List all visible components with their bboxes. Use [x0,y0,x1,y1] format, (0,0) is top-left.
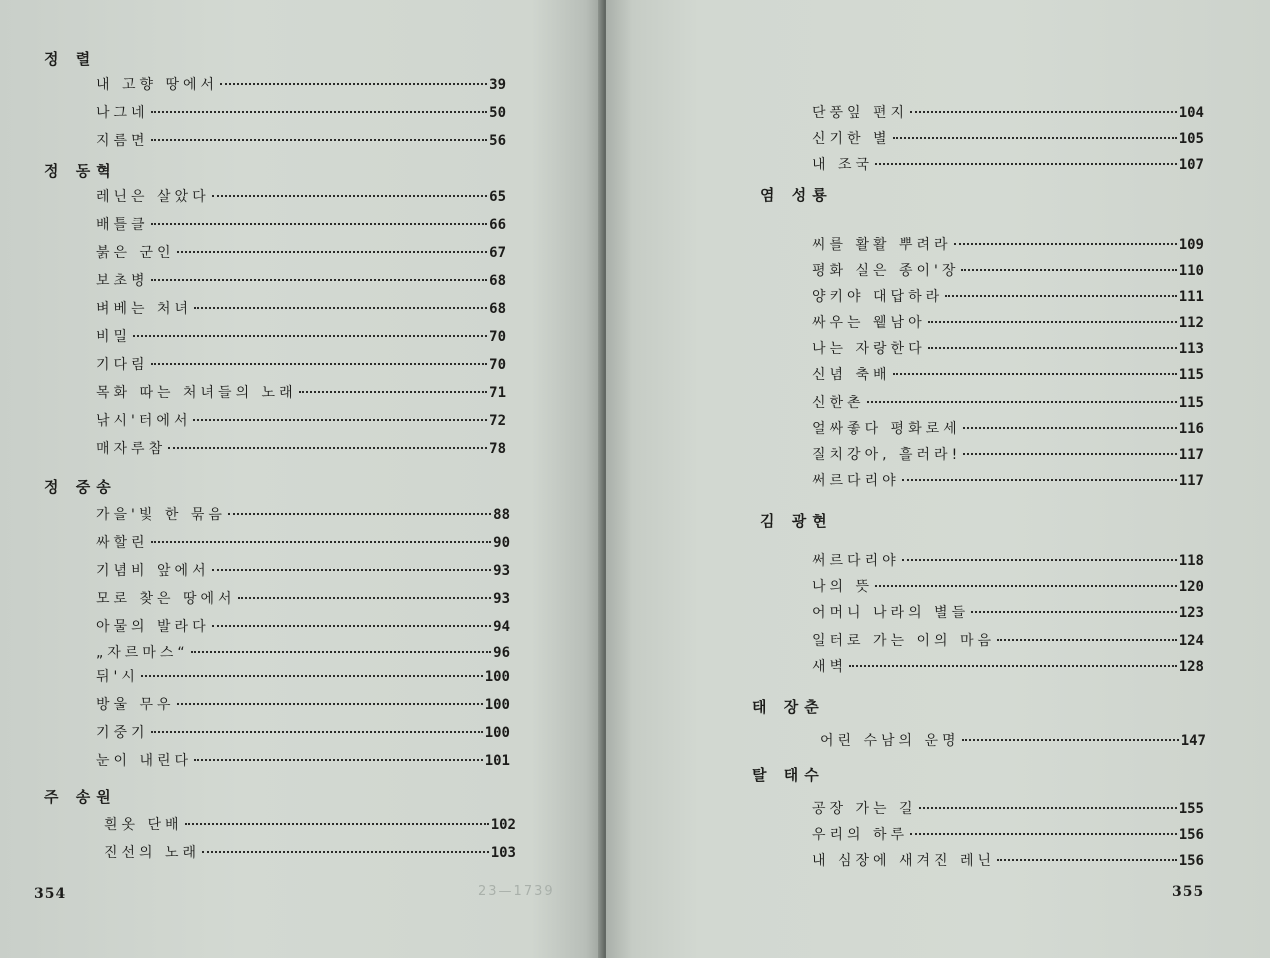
entry-title: 낚시'터에서 [96,413,192,429]
dot-leader [151,223,488,225]
toc-entry [96,532,510,552]
dot-leader [238,597,492,599]
entry-page: 111 [1178,289,1204,305]
entry-page: 90 [493,535,510,551]
entry-page: 70 [489,357,506,373]
dot-leader [893,373,1177,375]
entry-title: 내 조국 [812,157,874,173]
entry-title: 목화 따는 처녀들의 노래 [96,385,297,401]
entry-page: 109 [1178,237,1204,253]
toc-entry [96,642,510,662]
entry-page: 93 [493,591,510,607]
entry-title: 나의 뜻 [812,579,874,595]
dot-leader [875,585,1177,587]
dot-leader [867,401,1177,403]
toc-entry [812,550,1204,570]
entry-page: 117 [1178,473,1204,489]
entry-title: 써르다리야 [812,553,900,569]
entry-title: 새벽 [812,659,848,675]
toc-entry [96,326,506,346]
dot-leader [151,363,488,365]
entry-page: 120 [1178,579,1204,595]
right-page [606,0,1270,958]
entry-page: 113 [1178,341,1204,357]
entry-title: 우리의 하루 [812,827,909,843]
entry-title: 매자루참 [96,441,167,457]
entry-title: 붉은 군인 [96,245,175,261]
entry-title: 싸우는 윁남아 [812,315,926,331]
entry-page: 147 [1180,733,1206,749]
entry-title: 진선의 노래 [104,845,201,861]
dot-leader [202,851,489,853]
dot-leader [919,807,1177,809]
dot-leader [961,269,1176,271]
toc-entry [96,354,506,374]
toc-entry [96,242,506,262]
toc-entry [96,186,506,206]
author-heading: 염 성룡 [760,186,833,204]
entry-title: 뒤'시 [96,669,139,685]
toc-entry [812,418,1204,438]
toc-entry [96,750,510,770]
entry-title: 평화 실은 종이'장 [812,263,960,279]
entry-page: 93 [493,563,510,579]
dot-leader [194,759,483,761]
dot-leader [151,731,483,733]
toc-entry [812,286,1204,306]
entry-title: 레닌은 살았다 [96,189,210,205]
dot-leader [212,195,488,197]
entry-title: 씨를 활활 뿌려라 [812,237,952,253]
entry-title: 어린 수남의 운명 [820,733,960,749]
entry-page: 155 [1178,801,1204,817]
entry-page: 128 [1178,659,1204,675]
toc-entry [96,722,510,742]
entry-page: 117 [1178,447,1204,463]
entry-page: 123 [1178,605,1204,621]
entry-title: 써르다리야 [812,473,900,489]
dot-leader [928,321,1177,323]
dot-leader [185,823,489,825]
dot-leader [177,251,488,253]
entry-title: 신한촌 [812,395,865,411]
toc-entry [96,298,506,318]
bleed-through-text: 23—1739 [478,884,555,899]
dot-leader [299,391,488,393]
toc-entry [812,102,1204,122]
dot-leader [997,639,1177,641]
toc-entry [96,588,510,608]
dot-leader [141,675,483,677]
dot-leader [191,651,492,653]
author-heading: 탈 태수 [752,766,825,784]
entry-page: 100 [484,725,510,741]
entry-title: 싸할린 [96,535,149,551]
toc-entry [812,128,1204,148]
entry-page: 112 [1178,315,1204,331]
dot-leader [151,111,488,113]
dot-leader [228,513,491,515]
dot-leader [997,859,1177,861]
entry-title: 질치강아, 흘러라! [812,447,962,463]
entry-page: 103 [490,845,516,861]
entry-title: 보초병 [96,273,149,289]
dot-leader [220,83,487,85]
entry-title: 기념비 앞에서 [96,563,210,579]
entry-title: 일터로 가는 이의 마음 [812,633,996,649]
entry-title: 단풍잎 편지 [812,105,909,121]
dot-leader [151,279,488,281]
toc-entry [812,312,1204,332]
entry-title: 어머니 나라의 별들 [812,605,970,621]
entry-title: 양키야 대답하라 [812,289,944,305]
author-heading: 정 렬 [44,50,97,68]
entry-title: 흰옷 단배 [104,817,183,833]
toc-entry [812,234,1204,254]
dot-leader [849,665,1177,667]
entry-title: 내 심장에 새겨진 레닌 [812,853,996,869]
toc-entry [96,616,510,636]
dot-leader [902,479,1177,481]
toc-entry [812,602,1204,622]
dot-leader [910,111,1177,113]
entry-title: 내 고향 땅에서 [96,77,219,93]
dot-leader [928,347,1177,349]
entry-page: 88 [493,507,510,523]
dot-leader [962,739,1179,741]
toc-entry [96,102,506,122]
toc-entry [812,392,1204,412]
toc-entry [812,364,1204,384]
toc-entry [96,666,510,686]
toc-entry [96,504,510,524]
author-heading: 태 장춘 [752,698,825,716]
entry-title: 모로 찾은 땅에서 [96,591,236,607]
entry-page: 115 [1178,367,1204,383]
entry-page: 102 [490,817,516,833]
entry-title: 나는 자랑한다 [812,341,926,357]
dot-leader [193,419,487,421]
entry-page: 71 [489,385,506,401]
dot-leader [945,295,1177,297]
toc-entry [812,154,1204,174]
entry-page: 66 [489,217,506,233]
entry-page: 101 [484,753,510,769]
entry-page: 96 [493,645,510,661]
entry-page: 105 [1178,131,1204,147]
toc-entry [812,850,1204,870]
toc-entry [812,824,1204,844]
entry-page: 65 [489,189,506,205]
toc-entry [96,130,506,150]
dot-leader [910,833,1177,835]
entry-page: 68 [489,273,506,289]
toc-entry [812,444,1204,464]
entry-title: 신기한 별 [812,131,891,147]
entry-title: 아물의 발라다 [96,619,210,635]
entry-page: 100 [484,669,510,685]
left-page [0,0,604,958]
entry-title: 배틀클 [96,217,149,233]
entry-page: 124 [1178,633,1204,649]
author-heading: 주 송원 [44,788,117,806]
author-heading: 김 광현 [760,512,833,530]
toc-entry [812,798,1204,818]
dot-leader [893,137,1177,139]
entry-title: 비밀 [96,329,132,345]
entry-title: 기중기 [96,725,149,741]
author-heading: 정 동혁 [44,162,117,180]
entry-title: 지름면 [96,133,149,149]
entry-page: 110 [1178,263,1204,279]
entry-page: 78 [489,441,506,457]
entry-title: 나그네 [96,105,149,121]
toc-entry [104,814,516,834]
entry-title: 신념 축배 [812,367,891,383]
toc-entry [812,576,1204,596]
dot-leader [971,611,1177,613]
entry-page: 107 [1178,157,1204,173]
entry-page: 50 [489,105,506,121]
dot-leader [954,243,1177,245]
dot-leader [177,703,483,705]
toc-entry [812,338,1204,358]
toc-entry [820,730,1206,750]
toc-entry [96,382,506,402]
entry-title: 가을'빛 한 묶음 [96,507,226,523]
toc-entry [96,270,506,290]
dot-leader [133,335,487,337]
toc-entry [812,630,1204,650]
entry-title: 공장 가는 길 [812,801,917,817]
toc-entry [96,438,506,458]
entry-page: 100 [484,697,510,713]
entry-page: 118 [1178,553,1204,569]
dot-leader [168,447,487,449]
dot-leader [902,559,1177,561]
dot-leader [212,569,492,571]
toc-entry [96,74,506,94]
entry-page: 70 [489,329,506,345]
entry-page: 116 [1178,421,1204,437]
entry-title: 기다림 [96,357,149,373]
entry-page: 68 [489,301,506,317]
dot-leader [963,453,1177,455]
entry-page: 67 [489,245,506,261]
entry-page: 72 [489,413,506,429]
dot-leader [151,139,488,141]
entry-page: 104 [1178,105,1204,121]
entry-page: 39 [489,77,506,93]
entry-page: 56 [489,133,506,149]
entry-title: 얼싸좋다 평화로세 [812,421,961,437]
toc-entry [96,694,510,714]
dot-leader [194,307,487,309]
dot-leader [151,541,492,543]
entry-page: 94 [493,619,510,635]
entry-title: 눈이 내린다 [96,753,193,769]
dot-leader [875,163,1177,165]
toc-entry [96,410,506,430]
toc-entry [812,470,1204,490]
dot-leader [212,625,492,627]
entry-page: 156 [1178,827,1204,843]
entry-page: 115 [1178,395,1204,411]
page-number: 354 [34,886,67,902]
entry-title: „자르마스“ [96,645,189,661]
toc-entry [104,842,516,862]
entry-page: 156 [1178,853,1204,869]
toc-entry [96,214,506,234]
dot-leader [963,427,1177,429]
page-number: 355 [1172,884,1205,900]
entry-title: 벼베는 처녀 [96,301,193,317]
author-heading: 정 중송 [44,478,117,496]
entry-title: 방울 무우 [96,697,175,713]
toc-entry [812,260,1204,280]
toc-entry [812,656,1204,676]
toc-entry [96,560,510,580]
